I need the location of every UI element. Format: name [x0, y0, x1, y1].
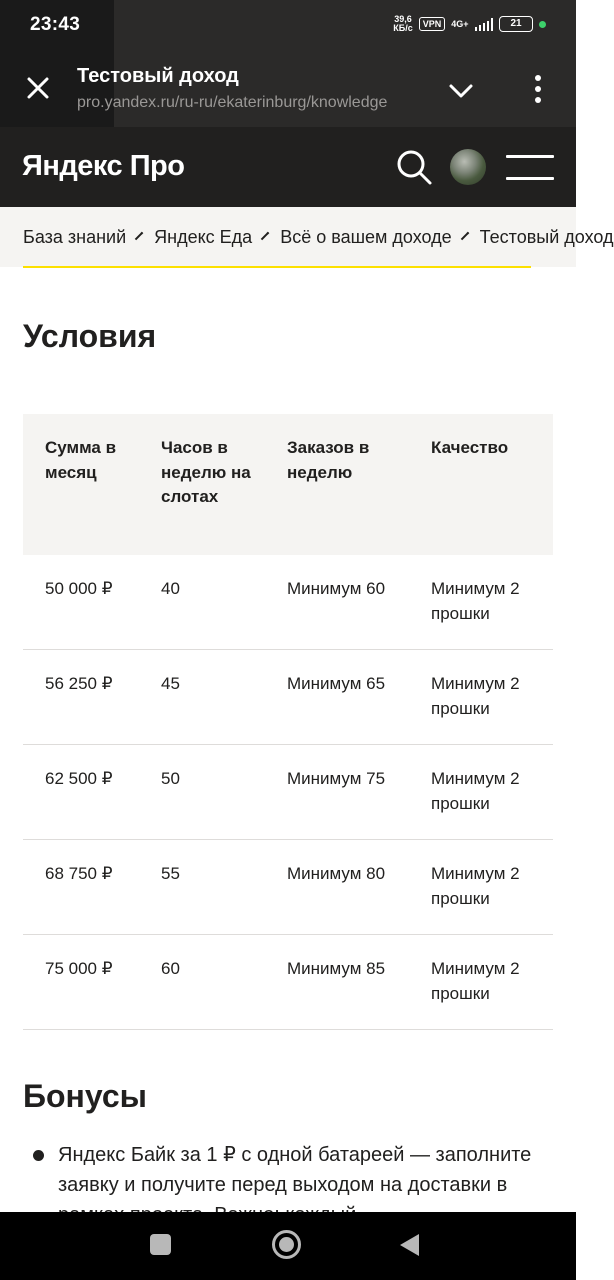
cell-sum: 56 250 ₽ [45, 674, 113, 693]
accent-divider [23, 266, 531, 268]
bullet-icon [33, 1150, 44, 1161]
section-title-bonuses: Бонусы [23, 1078, 147, 1114]
table-row [23, 840, 553, 935]
cell-orders: Минимум 60 [287, 579, 386, 598]
cell-quality: Минимум 2 прошки [431, 959, 520, 1003]
breadcrumb-item-yandex-eda[interactable]: Яндекс Еда [154, 226, 253, 247]
cell-sum: 68 750 ₽ [45, 864, 113, 883]
cell-hours: 40 [161, 579, 180, 598]
breadcrumb [0, 207, 614, 267]
status-time: 23:43 [30, 14, 81, 35]
column-header-sum: Сумма в месяц [45, 438, 117, 482]
battery-icon [499, 16, 533, 32]
vpn-icon: VPN [419, 17, 446, 31]
system-nav-bar [0, 1212, 576, 1280]
cell-orders: Минимум 85 [287, 959, 386, 978]
battery-level: 21 [510, 18, 522, 29]
avatar[interactable] [450, 149, 486, 185]
cell-orders: Минимум 75 [287, 769, 386, 788]
net-speed-unit: КБ/с [393, 23, 413, 33]
site-header [0, 127, 576, 207]
browser-tab-header [0, 52, 576, 127]
conditions-table [23, 414, 553, 1030]
cell-quality: Минимум 2 прошки [431, 864, 520, 908]
cell-hours: 55 [161, 864, 180, 883]
bonus-text: Яндекс Байк за 1 ₽ с одной батареей — заполните заявку и получите перед выходом на доставки в [58, 1144, 532, 1196]
column-header-quality: Качество [431, 438, 509, 457]
network-type: 4G+ [451, 19, 469, 29]
cell-hours: 60 [161, 959, 180, 978]
status-icons [393, 15, 546, 33]
net-speed-indicator [393, 15, 412, 33]
home-icon[interactable] [272, 1230, 301, 1259]
section-title-conditions: Условия [23, 318, 157, 354]
status-bar [0, 0, 576, 52]
close-icon[interactable] [22, 72, 54, 104]
cell-sum: 75 000 ₽ [45, 959, 113, 978]
cell-sum: 62 500 ₽ [45, 769, 113, 788]
back-icon[interactable] [400, 1234, 419, 1256]
table-row [23, 935, 553, 1030]
cell-sum: 50 000 ₽ [45, 579, 113, 598]
recent-apps-icon[interactable] [150, 1234, 171, 1255]
chevron-right-icon [261, 232, 269, 240]
site-logo[interactable]: Яндекс Про [22, 150, 185, 182]
cell-quality: Минимум 2 прошки [431, 674, 520, 718]
breadcrumb-item-current: Тестовый доход [479, 226, 614, 247]
column-header-hours: Часов в неделю на слотах [161, 438, 251, 506]
cell-quality: Минимум 2 прошки [431, 579, 520, 623]
cell-hours: 45 [161, 674, 180, 693]
chevron-right-icon [135, 232, 143, 240]
tab-title: Тестовый доход [77, 65, 239, 87]
cell-orders: Минимум 65 [287, 674, 386, 693]
cell-orders: Минимум 80 [287, 864, 386, 883]
table-header [23, 414, 553, 555]
more-vert-icon[interactable] [524, 72, 552, 106]
chevron-right-icon [460, 232, 468, 240]
cell-hours: 50 [161, 769, 180, 788]
tab-url[interactable]: pro.yandex.ru/ru-ru/ekaterinburg/knowledge [77, 94, 388, 111]
signal-icon [475, 18, 494, 31]
column-header-orders: Заказов в неделю [287, 438, 370, 482]
table-row [23, 745, 553, 840]
breadcrumb-item-income[interactable]: Всё о вашем доходе [280, 226, 452, 247]
privacy-dot-icon [539, 21, 546, 28]
net-speed-value: 39,6 [394, 14, 412, 24]
table-row [23, 555, 553, 650]
table-row [23, 650, 553, 745]
breadcrumb-item-knowledge-base[interactable]: База знаний [23, 226, 127, 247]
chevron-down-icon[interactable] [446, 76, 476, 106]
tab-header-left-panel [0, 52, 114, 127]
hamburger-menu-icon[interactable] [506, 155, 554, 181]
cell-quality: Минимум 2 прошки [431, 769, 520, 813]
search-icon[interactable] [394, 147, 434, 187]
